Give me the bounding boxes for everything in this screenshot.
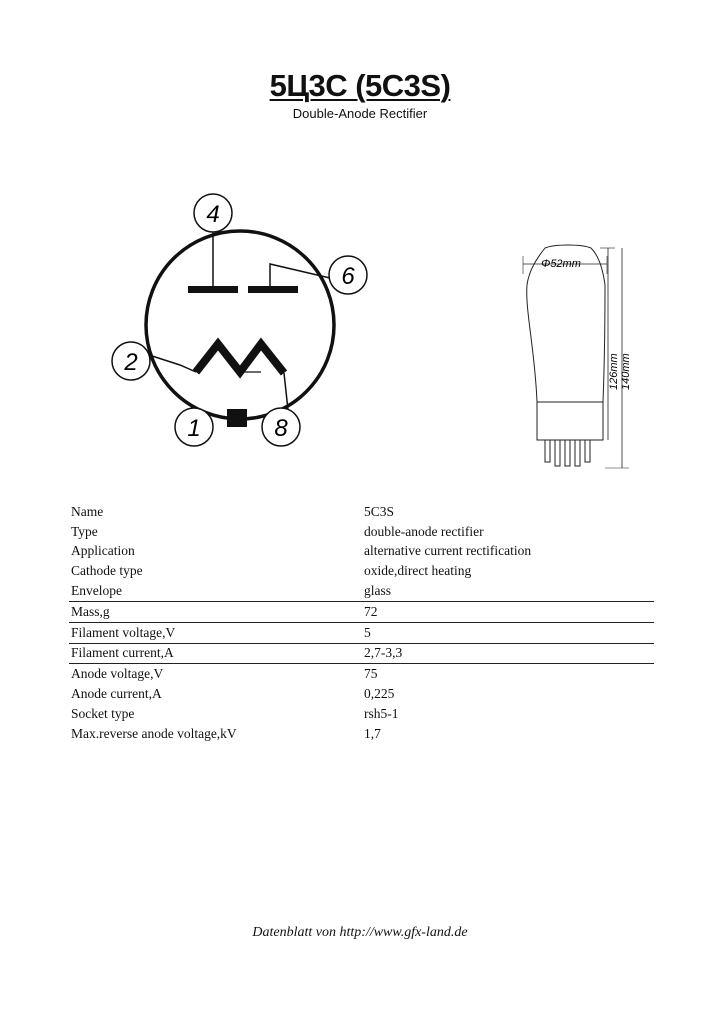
spec-name: Cathode type [71, 563, 143, 579]
spec-value: oxide,direct heating [364, 563, 472, 579]
pin-label: 6 [341, 263, 355, 290]
total-height-label: 140mm [620, 353, 632, 390]
spec-value: double-anode rectifier [364, 523, 484, 539]
footer-source: Datenblatt von http://www.gfx-land.de [252, 925, 468, 940]
tube-envelope-circle [146, 231, 334, 419]
spec-row [69, 502, 654, 522]
spec-value: 5 [364, 622, 654, 643]
spec-row [69, 522, 654, 542]
spec-value: 75 [364, 666, 378, 682]
specs-table [69, 502, 654, 744]
spec-row [69, 601, 654, 622]
spec-name: Envelope [69, 581, 364, 601]
pin-label: 4 [206, 201, 220, 228]
page-title: 5Ц3С (5С3S) [269, 68, 451, 103]
spec-value: 72 [364, 601, 654, 622]
spec-name: Type [71, 523, 98, 539]
pin-2 [112, 342, 150, 380]
spec-row [69, 684, 654, 704]
spec-row [69, 643, 654, 664]
tube-pins [545, 440, 590, 466]
spec-name: Max.reverse anode voltage,kV [71, 725, 237, 741]
tube-base [537, 402, 603, 440]
spec-value: rsh5-1 [364, 705, 399, 721]
pin-6 [329, 256, 367, 294]
spec-name: Anode current,A [71, 686, 162, 702]
spec-name: Name [71, 503, 104, 519]
pin-8 [262, 408, 300, 446]
pin-label: 2 [124, 349, 138, 376]
pin-4 [194, 194, 232, 232]
page-subtitle: Double-Anode Rectifier [292, 106, 428, 121]
filament [196, 344, 284, 373]
spec-name: Socket type [71, 705, 135, 721]
anode-right [248, 286, 298, 293]
pin-label: 1 [187, 415, 201, 442]
spec-name: Filament voltage,V [69, 622, 364, 643]
spec-name: Mass,g [69, 601, 364, 622]
spec-value: 2,7-3,3 [364, 643, 654, 664]
spec-value: 1,7 [364, 725, 381, 741]
spec-value: alternative current rectification [364, 543, 532, 559]
socket-key [227, 409, 247, 427]
spec-row [69, 724, 654, 744]
body-height-label: 126mm [608, 353, 620, 390]
spec-row [69, 542, 654, 562]
spec-name: Anode voltage,V [71, 666, 164, 682]
spec-row [69, 561, 654, 581]
spec-row [69, 664, 654, 684]
spec-name: Application [71, 543, 135, 559]
filament-lead-8 [284, 373, 288, 410]
anode-left [188, 286, 238, 293]
spec-row [69, 704, 654, 724]
spec-name: Filament current,A [69, 643, 364, 664]
pin-diagram [100, 185, 390, 455]
spec-value: 5C3S [364, 503, 395, 519]
diameter-label: Φ52mm [541, 258, 581, 270]
spec-value: 0,225 [364, 686, 395, 702]
pin-1 [175, 408, 213, 446]
spec-row [69, 622, 654, 643]
spec-row [69, 581, 654, 601]
pin-label: 8 [274, 415, 288, 442]
spec-value: glass [364, 581, 654, 601]
tube-outline-drawing [505, 230, 635, 480]
